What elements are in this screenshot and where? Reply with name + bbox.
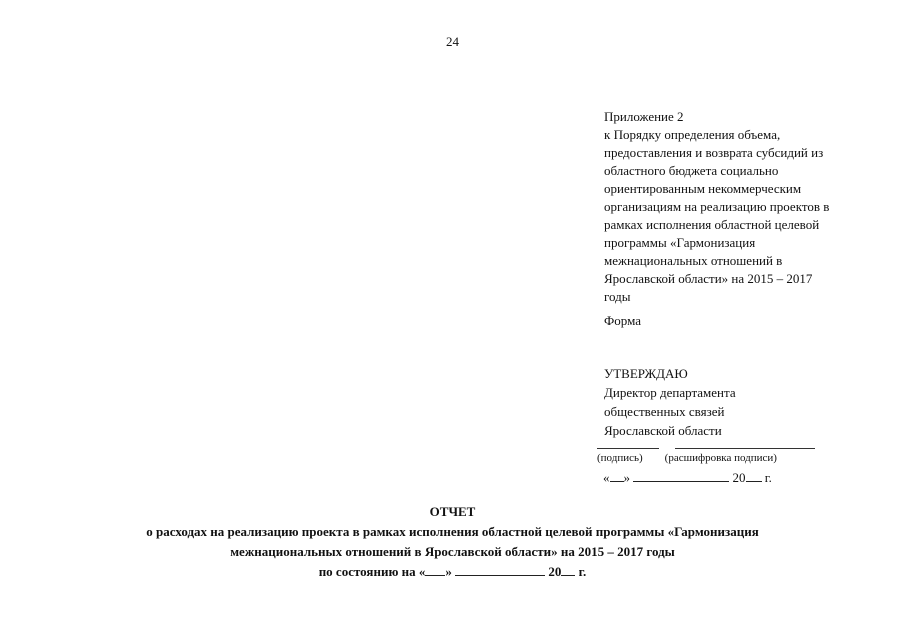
approval-line: Ярославской области [604, 423, 722, 438]
month-blank[interactable] [633, 469, 729, 482]
signature-caption: (подпись) [597, 452, 643, 464]
state-day-blank[interactable] [425, 563, 445, 576]
signature-decoding-blank[interactable] [675, 448, 815, 449]
appendix-line: предоставления и возврата субсидий из [604, 145, 824, 160]
report-title: ОТЧЕТ [429, 504, 476, 519]
report-header [0, 502, 905, 582]
appendix-line: Приложение 2 [604, 109, 684, 124]
state-year-blank[interactable] [561, 563, 575, 576]
report-state-date [0, 562, 905, 582]
state-close-quote: » [445, 564, 452, 579]
appendix-line: областного бюджета социально [604, 163, 779, 178]
appendix-line: ориентированным некоммерческим [604, 181, 802, 196]
appendix-block [604, 108, 864, 306]
appendix-line: рамках исполнения областной целевой [604, 217, 820, 232]
day-blank[interactable] [610, 469, 624, 482]
appendix-line: программы «Гармонизация [604, 235, 756, 250]
year-blank[interactable] [746, 469, 762, 482]
signature-blank[interactable] [597, 448, 659, 449]
appendix-line: годы [604, 289, 631, 304]
date-close-quote: » [623, 470, 630, 485]
form-label: Форма [604, 313, 641, 328]
approval-line: Директор департамента [604, 385, 736, 400]
appendix-line: Ярославской области» на 2015 – 2017 [604, 271, 813, 286]
approval-block [604, 364, 736, 440]
report-subtitle-line: о расходах на реализацию проекта в рамках исполнения областной целевой программы «Гармонизация [146, 524, 759, 539]
year-prefix: 20 [732, 470, 746, 485]
state-prefix: по состоянию на « [318, 564, 426, 579]
report-subtitle-line: межнациональных отношений в Ярославской области» на 2015 – 2017 годы [230, 544, 675, 559]
signature-decoding-caption: (расшифровка подписи) [664, 452, 777, 464]
approval-line: общественных связей [604, 404, 725, 419]
year-suffix: г. [764, 470, 772, 485]
page-number: 24 [446, 34, 459, 49]
state-year-suffix: г. [578, 564, 587, 579]
approval-title: УТВЕРЖДАЮ [604, 366, 688, 381]
appendix-line: организациям на реализацию проектов в [604, 199, 830, 214]
appendix-line: межнациональных отношений в [604, 253, 783, 268]
approval-date [603, 469, 772, 486]
date-open-quote: « [603, 470, 610, 485]
signature-captions [597, 452, 777, 464]
appendix-line: к Порядку определения объема, [604, 127, 781, 142]
state-month-blank[interactable] [455, 563, 545, 576]
state-year-prefix: 20 [548, 564, 562, 579]
